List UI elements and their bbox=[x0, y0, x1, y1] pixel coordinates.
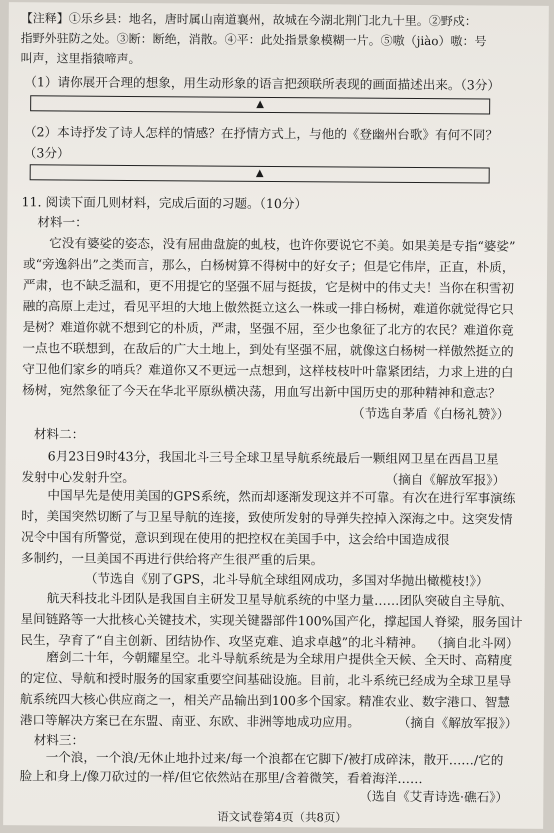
question-2: （2）本诗抒发了诗人怎样的情感？在抒情方式上，与他的《登幽州台歌》有何不同？ bbox=[23, 124, 499, 143]
material-2-para-3: 星间链路等一大批核心关键技术，实现关键器部件100%国产化，撑起国人脊梁，服务国计 bbox=[20, 611, 523, 630]
question-11-heading: 11. 阅读下面几则材料，完成后面的习题。（10分） bbox=[21, 194, 308, 212]
material-2-source-3: （摘自北斗网） bbox=[430, 635, 519, 651]
material-1-line: 杨树，宛然象征了今天在华北平原纵横决荡，用血写出新中国历史的那种精神和意志？ bbox=[22, 382, 501, 401]
material-2-para-4: 港口等解决方案已在东盟、南亚、东欧、非洲等地成功应用。 bbox=[19, 712, 360, 730]
material-3-source: （选自《艾青诗选·礁石》） bbox=[359, 788, 509, 805]
answer-box-2[interactable] bbox=[30, 164, 490, 183]
material-1-source: （节选自茅盾《白杨礼赞》） bbox=[351, 405, 510, 422]
material-2-para-4: 磨剑二十年，今朝耀星空。北斗导航系统是为全球用户提供全天候、全天时、高精度 bbox=[46, 649, 513, 668]
exam-page bbox=[3, 2, 549, 829]
material-2-source-4: （摘自《解放军报》） bbox=[397, 714, 518, 731]
material-2-source-1: （摘自《解放军报》） bbox=[385, 471, 506, 488]
material-1-label: 材料一： bbox=[37, 214, 88, 230]
note-line-1: 【注释】①乐乡县：地名，唐时属山南道襄州，故城在今湖北荆门北九十里。②野戍： bbox=[20, 11, 477, 29]
material-1-line: 守卫他们家乡的哨兵？难道你又不更远一点想到，这样枝枝叶叶靠紧团结，力求上进的白 bbox=[22, 361, 514, 380]
material-2-para-2: 中国早先是使用美国的GPS系统，然而却逐渐发现这并不可靠。有次在进行军事演练 bbox=[47, 487, 516, 506]
material-2-para-2: 时，美国突然切断了与卫星导航的连接，致使所发射的导弹失控掉入深海之中。这突发情 bbox=[21, 508, 513, 527]
material-3-label: 材料三： bbox=[33, 732, 85, 748]
material-2-para-2: 况令中国有所警觉，意识到现在使用的把控权在美国手中，这会给中国造成很 bbox=[21, 529, 450, 548]
question-1: （1）请你展开合理的想象，用生动形象的语言把颈联所表现的画面描述出来。（3分） bbox=[24, 74, 501, 93]
material-2-para-1: 6月23日9时43分，我国北斗三号全球卫星导航系统最后一颗组网卫星在西昌卫星 bbox=[47, 448, 499, 467]
material-1-line: 融的高原上走过，看见平坦的大地上傲然挺立这么一株或一排白杨树，难道你就觉得它只 bbox=[22, 298, 514, 317]
answer-mark: ▲ bbox=[256, 98, 265, 110]
material-2-para-3: 航天科技北斗团队是我国自主研发卫星导航系统的中坚力量……团队突破自主导航、 bbox=[46, 590, 513, 609]
material-1-line: 是树？难道你就不想到它的朴质，严肃，坚强不屈，至少也象征了北方的农民？难道你竟 bbox=[22, 319, 514, 338]
material-2-para-2: 多制约，一旦美国不再进行供给将产生很严重的后果。 bbox=[20, 550, 324, 568]
page-footer: 语文试卷第4页（共8页） bbox=[217, 809, 347, 825]
answer-box-1[interactable] bbox=[30, 95, 490, 114]
material-2-source-2: （节选自《别了GPS，北斗导航全球组网成功，多国对华抛出橄榄枝!》） bbox=[84, 570, 489, 589]
answer-mark: ▲ bbox=[255, 167, 264, 179]
material-1-line: 它没有婆娑的姿态，没有屈曲盘旋的虬枝，也许你要说它不美。如果美是专指“婆娑” bbox=[49, 235, 516, 254]
material-1-line: 或“旁逸斜出”之类而言，那么，白杨树算不得树中的好女子；但是它伟岸，正直，朴质， bbox=[23, 256, 515, 275]
material-2-para-4: 的定位、导航和授时服务的国家重要空间基础设施。目前，北斗系统已经成为全球卫星导 bbox=[20, 670, 512, 689]
material-1-line: 严肃，也不缺乏温和，更不用提它的坚强不屈与挺拔，它是树中的伟丈夫！当你在积雪初 bbox=[22, 277, 515, 296]
question-2-points: （3分） bbox=[23, 145, 70, 161]
material-2-para-4: 航系统四大核心供应商之一，相关产品输出到100多个国家。精准农业、数字港口、智慧 bbox=[19, 691, 511, 710]
material-2-label: 材料二： bbox=[33, 426, 85, 442]
material-2-para-3: 民生，孕育了“自主创新、团结协作、攻坚克难、追求卓越”的北斗精神。 bbox=[20, 632, 424, 651]
material-1-line: 一点也不联想到，在敌后的广大土地上，到处有坚强不屈，就像这白杨树一样傲然挺立的 bbox=[22, 340, 514, 359]
material-3-line: 一个浪，一个浪/无休止地扑过来/每一个浪都在它脚下/被打成碎沫，散开……/它的 bbox=[45, 749, 504, 768]
note-line-2: 指野外驻防之处。③断：断绝，消散。④平：此处指景象模糊一片。⑤嗷（jiào）嗷：号 bbox=[20, 31, 487, 49]
material-2-para-1: 发射中心发射升空。 bbox=[21, 469, 135, 486]
note-line-3: 叫声，这里指猿啼声。 bbox=[20, 51, 141, 67]
material-3-line: 脸上和身上/像刀砍过的一样/但它依然站在那里/含着微笑，看着海洋…… bbox=[19, 768, 423, 787]
